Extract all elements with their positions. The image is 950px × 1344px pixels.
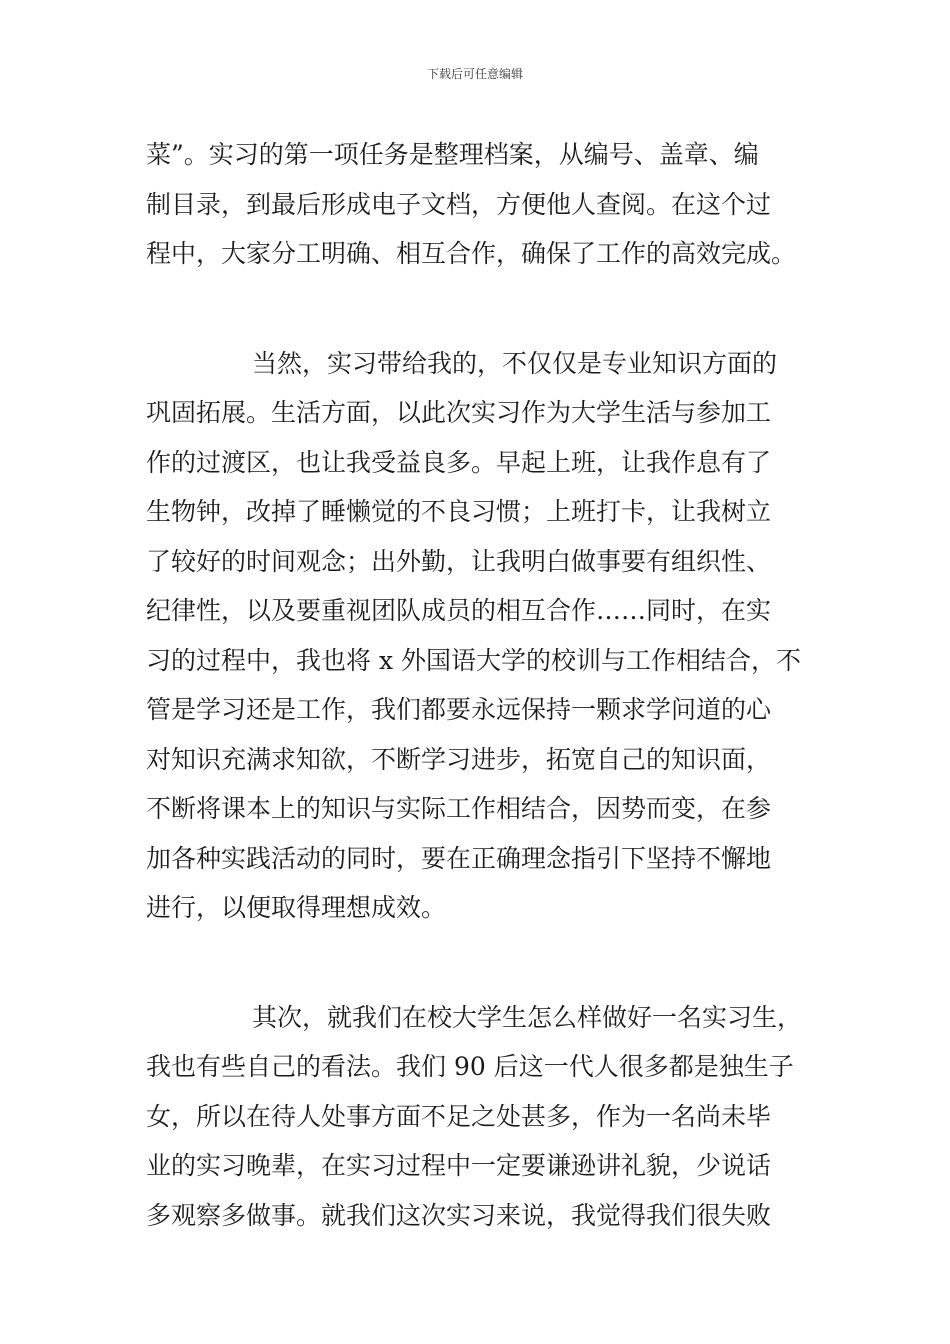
text-line: 加各种实践活动的同时，要在正确理念指引下坚持不懈地 bbox=[146, 843, 772, 873]
text-line: 作的过渡区，也让我受益良多。早起上班，让我作息有了 bbox=[146, 447, 772, 477]
text-line: 不断将课本上的知识与实际工作相结合，因势而变，在参 bbox=[146, 794, 772, 823]
text-line: 纪律性，以及要重视团队成员的相互合作……同时，在实 bbox=[146, 596, 772, 625]
text-line: 进行，以便取得理想成效。 bbox=[146, 893, 447, 922]
document-body bbox=[146, 130, 826, 1240]
page-header: 下载后可任意编辑 bbox=[426, 67, 523, 81]
text-line: 女，所以在待人处事方面不足之处甚多，作为一名尚未毕 bbox=[146, 1101, 772, 1131]
text-line: 对知识充满求知欲，不断学习进步，拓宽自己的知识面， bbox=[146, 744, 772, 774]
text-line: 巩固拓展。生活方面，以此次实习作为大学生活与参加工 bbox=[146, 398, 772, 427]
text-line: 我也有些自己的看法。我们 90 后这一代人很多都是独生子 bbox=[146, 1052, 794, 1081]
paragraph-spacer bbox=[146, 279, 826, 339]
text-line: 习的过程中，我也将 x 外国语大学的校训与工作相结合，不 bbox=[146, 645, 801, 675]
text-line: 多观察多做事。就我们这次实习来说，我觉得我们很失败 bbox=[146, 1200, 772, 1230]
text-line: 了较好的时间观念；出外勤，让我明白做事要有组织性、 bbox=[146, 546, 772, 576]
text-line: 制目录，到最后形成电子文档，方便他人查阅。在这个过 bbox=[146, 189, 772, 219]
text-line: 生物钟，改掉了睡懒觉的不良习惯；上班打卡，让我树立 bbox=[146, 497, 772, 526]
paragraph-1 bbox=[146, 130, 826, 279]
paragraph-2 bbox=[146, 339, 826, 933]
text-line: 其次，就我们在校大学生怎么样做好一名实习生， bbox=[252, 1002, 803, 1032]
text-line: 菜”。实习的第一项任务是整理档案，从编号、盖章、编 bbox=[146, 140, 759, 169]
paragraph-spacer bbox=[146, 933, 826, 993]
text-line: 程中，大家分工明确、相互合作，确保了工作的高效完成。 bbox=[146, 239, 797, 268]
text-line: 业的实习晚辈，在实习过程中一定要谦逊讲礼貌，少说话 bbox=[146, 1151, 772, 1180]
text-line: 管是学习还是工作，我们都要永远保持一颗求学问道的心 bbox=[146, 695, 772, 724]
paragraph-3 bbox=[146, 993, 826, 1241]
text-line: 当然，实习带给我的，不仅仅是专业知识方面的 bbox=[252, 348, 778, 378]
